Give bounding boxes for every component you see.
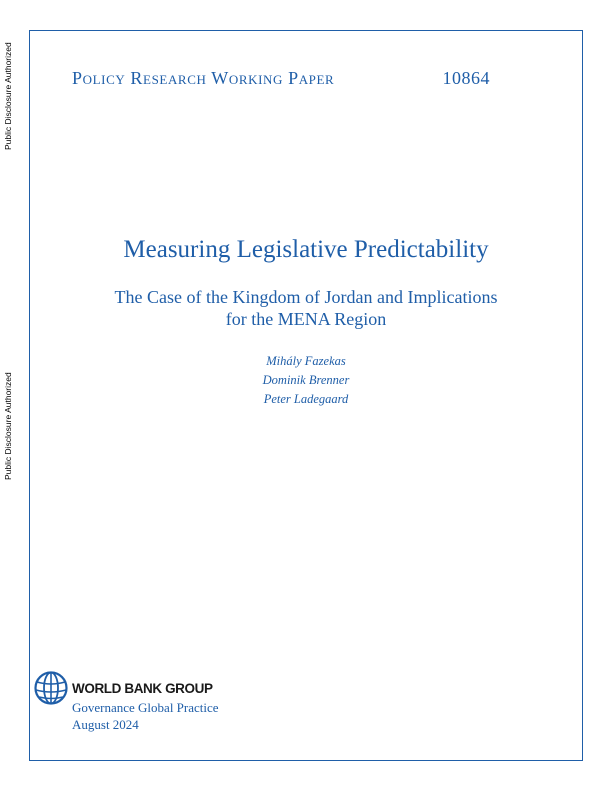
author-name: Peter Ladegaard [263,392,349,406]
author-list [0,352,612,409]
practice-name: Governance Global Practice [72,700,219,715]
series-number: 10864 [442,68,490,88]
paper-subtitle [0,286,612,330]
author-name: Mihály Fazekas [266,354,346,368]
disclosure-label-text: Public Disclosure Authorized [3,372,13,480]
disclosure-label-text: Public Disclosure Authorized [3,42,13,150]
series-header [72,68,492,92]
author-name: Dominik Brenner [262,373,350,387]
subtitle-line: for the MENA Region [225,309,387,329]
organization-name: WORLD BANK GROUP [72,681,213,696]
publication-date: August 2024 [72,717,139,732]
series-title: Policy Research Working Paper [72,68,335,88]
paper-title: Measuring Legislative Predictability [123,236,489,263]
subtitle-line: The Case of the Kingdom of Jordan and Implications [114,287,498,307]
globe-icon [34,671,68,705]
